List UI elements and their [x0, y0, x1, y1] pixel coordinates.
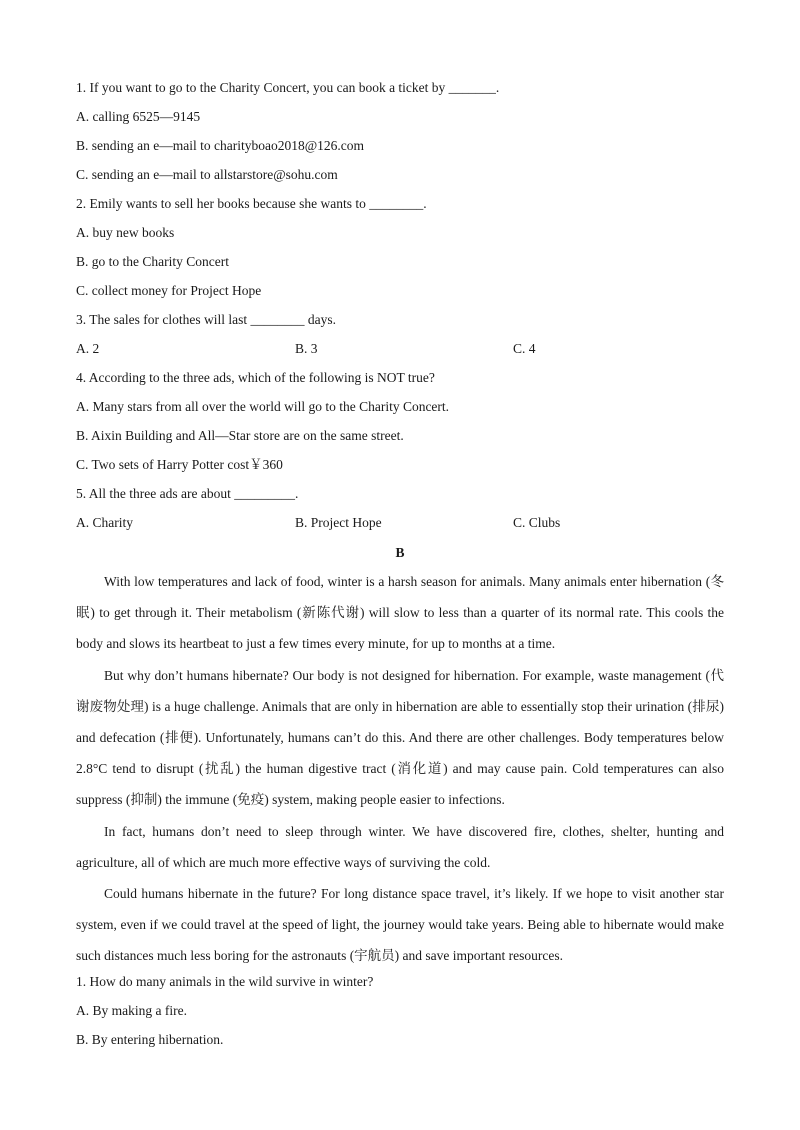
question-4-option-a: A. Many stars from all over the world will go to the Charity Concert. — [76, 399, 450, 414]
question-3-stem: 3. The sales for clothes will last ________ days. — [76, 312, 336, 327]
question-3-option-b: B. 3 — [295, 341, 318, 356]
question-1-stem: 1. If you want to go to the Charity Concert, you can book a ticket by _______. — [76, 80, 500, 95]
question-2-option-c: C. collect money for Project Hope — [76, 283, 262, 298]
part-b-question-1-stem: 1. How do many animals in the wild survive in winter? — [76, 974, 374, 989]
question-5-option-a: A. Charity — [76, 515, 133, 530]
question-5-option-c: C. Clubs — [513, 515, 561, 530]
reading-passage — [76, 566, 724, 972]
question-3-option-a: A. 2 — [76, 341, 100, 356]
question-4-option-b: B. Aixin Building and All—Star store are on the same street. — [76, 428, 404, 443]
question-3-option-c: C. 4 — [513, 341, 536, 356]
part-b-question-1-option-b: B. By entering hibernation. — [76, 1032, 224, 1047]
question-1-option-c: C. sending an e—mail to allstarstore@sohu.com — [76, 167, 338, 182]
section-heading-b: B — [395, 545, 405, 560]
part-b-question-1-option-a: A. By making a fire. — [76, 1003, 187, 1018]
question-2-stem: 2. Emily wants to sell her books because she wants to ________. — [76, 196, 427, 211]
passage-paragraph: In fact, humans don’t need to sleep through winter. We have discovered fire, clothes, shelter, hunting and agriculture, all of which are much more effective ways of surviving the cold. — [76, 823, 724, 870]
question-5-options — [76, 514, 736, 532]
passage-paragraph: With low temperatures and lack of food, winter is a harsh season for animals. Many animals enter hibernation (冬眠) to get through it. Their metabolism (新陈代谢) will slow to less than a quarter of its normal rate. This cools the body and slows its heartbeat to just a few times every minute, for up to months at a time. — [76, 574, 724, 652]
question-4-option-c: C. Two sets of Harry Potter cost￥360 — [76, 457, 283, 472]
passage-paragraph: Could humans hibernate in the future? For long distance space travel, it’s likely. If we hope to visit another star system, even if we could travel at the speed of light, the journey would take years. Being able to hibernate would make such distances much less boring for the astronauts (宇航员) and save important resources. — [76, 886, 724, 964]
question-1-option-b: B. sending an e—mail to charityboao2018@126.com — [76, 138, 365, 153]
question-2-option-a: A. buy new books — [76, 225, 175, 240]
question-3-options — [76, 340, 736, 358]
question-5-option-b: B. Project Hope — [295, 515, 382, 530]
question-2-option-b: B. go to the Charity Concert — [76, 254, 229, 269]
passage-paragraph: But why don’t humans hibernate? Our body is not designed for hibernation. For example, waste management (代谢废物处理) is a huge challenge. Animals that are only in hibernation are able to essentially stop their urination (排尿) and defecation (排便). Unfortunately, humans can’t do this. And there are other challenges. Body temperatures below 2.8°C tend to disrupt (扰乱) the human digestive tract (消化道) and may cause pain. Cold temperatures can also suppress (抑制) the immune (免疫) system, making people easier to infections. — [76, 667, 724, 808]
question-4-stem: 4. According to the three ads, which of the following is NOT true? — [76, 370, 435, 385]
question-5-stem: 5. All the three ads are about _________. — [76, 486, 299, 501]
question-1-option-a: A. calling 6525—9145 — [76, 109, 201, 124]
